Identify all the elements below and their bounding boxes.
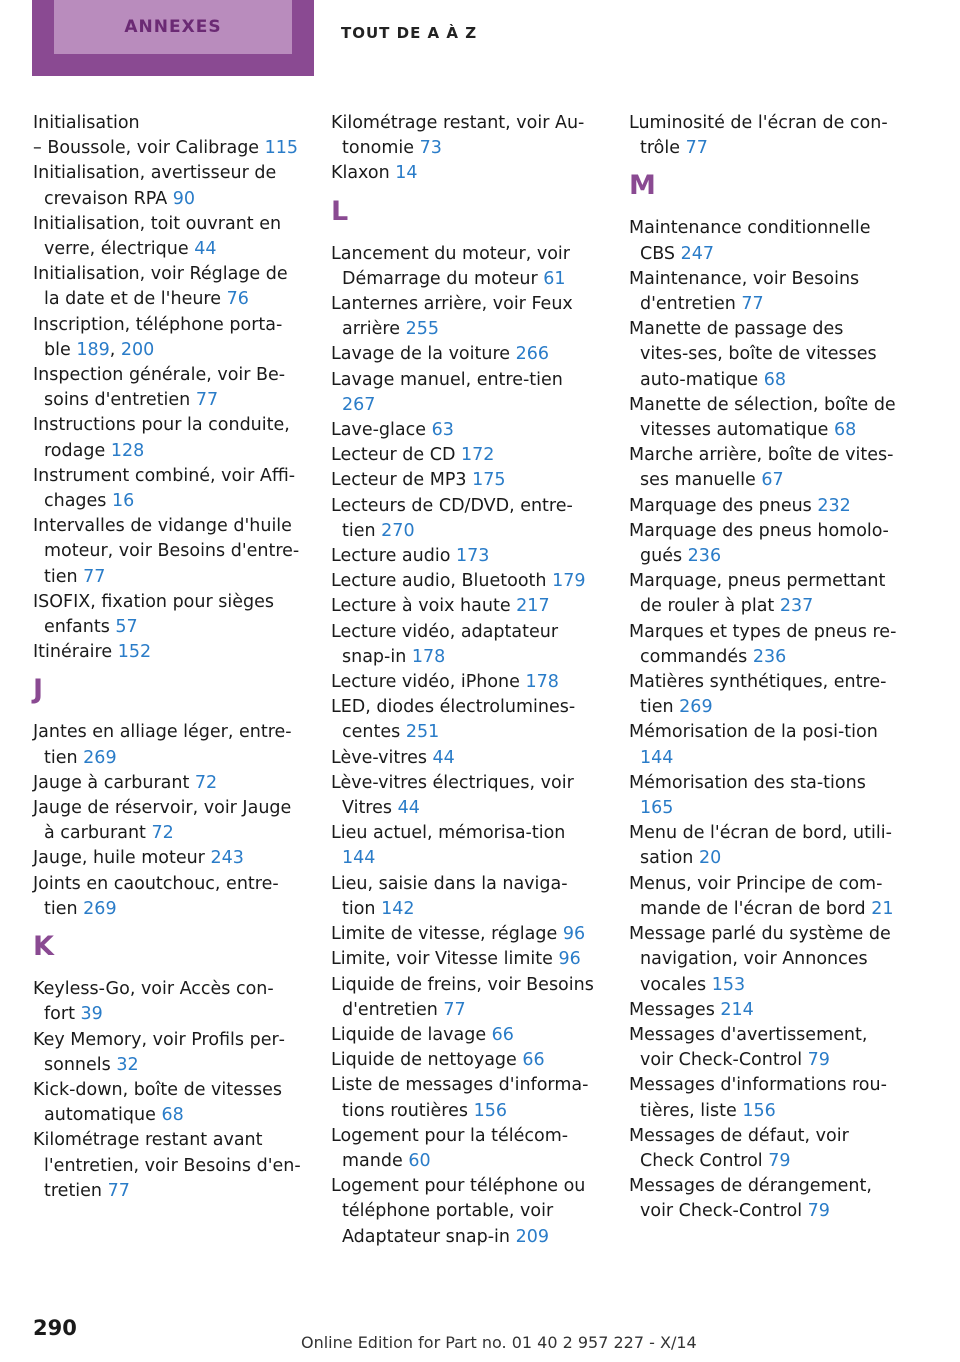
page-number: 290 [33,1316,77,1340]
index-entry [331,494,601,544]
index-entry [629,821,897,871]
page-ref-link[interactable]: 44 [194,239,217,260]
index-entry-text: Liquide de lavage [331,1024,487,1045]
index-entry [629,1174,897,1224]
page-ref-link[interactable]: 20 [698,848,722,869]
page-ref-link[interactable]: 115 [264,138,299,159]
page-ref-link[interactable]: 76 [226,289,249,310]
index-entry-text: Messages d'informations rou‐tières, liste [629,1075,887,1121]
index-entry [331,620,601,670]
index-entry [33,262,303,312]
index-entry-text: Initialisation, toit ouvrant en verre, électrique [33,213,282,260]
page-ref-link[interactable]: 21 [871,898,894,919]
page-ref-link[interactable]: 77 [443,999,466,1020]
index-entry [33,872,303,922]
page-ref-link[interactable]: 73 [419,138,442,159]
index-entry-text: Maintenance, voir Besoins d'entretien [629,268,860,315]
index-entry-text: Initialisation, avertisseur de crevaison RPA [33,163,277,209]
index-entry [33,212,303,262]
page-ref-link[interactable]: 232 [817,495,851,516]
page-ref-link[interactable]: 175 [472,470,506,491]
index-entry [331,368,601,418]
index-entry-text: Marquage des pneus homolo‐gués [629,520,889,567]
index-entry-text: Message parlé du système de navigation, voir Annonces vocales [629,924,891,995]
index-entry-text: Kick-down, boîte de vitesses automatique [33,1079,283,1126]
index-entry [331,242,601,292]
index-entry-text: Lecteur de CD [331,445,456,466]
index-entry [33,1128,303,1204]
page-ref-link[interactable]: 44 [397,798,420,819]
index-entry [331,973,601,1023]
index-entry-text: Messages [629,999,715,1020]
index-column-1 [33,111,303,1204]
index-entry [331,418,601,443]
index-entry-text: Lecteurs de CD/DVD, entre‐tien [331,495,573,541]
index-entry-text: Key Memory, voir Profils per‐sonnels [33,1029,285,1075]
index-entry [33,640,303,665]
index-entry-text: Kilométrage restant avant l'entretien, voir Besoins d'en‐tretien [33,1130,301,1201]
index-entry [331,771,601,821]
index-entry-text: Marquage, pneus permettant de rouler à plat [629,571,886,617]
index-entry-text: Lecture à voix haute [331,596,511,617]
page-ref-link[interactable]: 156 [473,1100,507,1121]
page-ref-link[interactable]: 236 [752,646,787,667]
page-ref-link[interactable]: 79 [807,1050,830,1071]
page-ref-link[interactable]: 269 [679,697,713,718]
index-entry [33,720,303,770]
page-ref-link[interactable]: 32 [116,1054,139,1075]
index-entry-text: Lève-vitres électriques, voir Vitres [331,772,574,819]
index-entry-text: Lavage manuel, entre‐tien [331,369,563,390]
index-entry-text: Joints en caoutchouc, entre‐tien [33,873,279,919]
index-entry [629,620,897,670]
index-entry [629,872,897,922]
index-entry [331,569,601,594]
page-ref-link[interactable]: 266 [515,344,550,365]
page-ref-link[interactable]: 60 [408,1150,431,1171]
index-entry-text: Maintenance conditionnelle CBS [629,218,871,264]
page-ref-link[interactable]: 39 [80,1004,103,1025]
index-entry [629,1124,897,1174]
section-title: TOUT DE A À Z [341,24,478,42]
index-entry-text: Jauge, huile moteur [33,848,205,869]
index-entry-text: Initialisation, voir Réglage de la date et de l'heure [33,264,288,310]
index-entry-text: Lancement du moteur, voir Démarrage du moteur [331,243,570,289]
index-column-3 [629,111,897,1225]
page-ref-link[interactable]: 165 [640,798,674,819]
page-ref-link[interactable]: 96 [562,924,586,945]
page-ref-link[interactable]: 142 [381,898,415,919]
index-entry [331,161,601,186]
page-ref-link[interactable]: 68 [763,369,787,390]
index-entry-text: – Boussole, voir Calibrage [33,138,260,159]
index-entry [331,947,601,972]
page-ref-link[interactable]: 269 [83,747,117,768]
index-letter-heading: L [331,195,349,227]
index-entry [629,519,897,569]
page-ref-link[interactable]: 152 [117,642,152,663]
footer-edition: Online Edition for Part no. 01 40 2 957 227 - X/14 [301,1333,697,1352]
page-ref-link[interactable]: 247 [680,243,715,264]
index-entry-text: Itinéraire [33,642,113,663]
index-entry-text: Intervalles de vidange d'huile moteur, voir Besoins d'entre‐tien [33,516,300,587]
index-entry [33,514,303,590]
page-ref-link[interactable]: 128 [110,440,145,461]
index-entry [629,670,897,720]
index-entry-text: LED, diodes électrolumines‐centes [331,697,576,743]
page-ref-link[interactable]: 156 [742,1100,776,1121]
index-entry [33,796,303,846]
index-entry-text: Inscription, téléphone porta‐ble [33,314,283,360]
page-ref-link[interactable]: 72 [151,823,174,844]
index-entry [331,443,601,468]
index-entry [331,695,601,745]
index-entry [629,393,897,443]
index-letter-heading: K [33,931,54,963]
index-entry [629,216,897,266]
page-ref-link[interactable]: 153 [711,974,746,995]
index-entry [331,821,601,871]
index-entry-text: Lieu, saisie dans la naviga‐tion [331,873,568,919]
index-entry [331,746,601,771]
index-entry [331,468,601,493]
page-ref-link[interactable]: 61 [543,268,566,289]
page-ref-link[interactable]: 251 [405,722,440,743]
index-entry [629,998,897,1023]
page-ref-link[interactable]: 96 [558,949,581,970]
index-entry [331,1023,601,1048]
page-ref-link[interactable]: 236 [687,546,722,567]
page-ref-link[interactable]: 44 [432,747,455,768]
index-entry [331,544,601,569]
index-entry-text: Initialisation [33,113,140,133]
page-ref-link[interactable]: 178 [411,646,446,667]
index-entry [331,1048,601,1073]
page-ref-link[interactable]: 72 [194,772,218,793]
index-entry-text: Marquage des pneus [629,495,812,516]
page-ref-link[interactable]: 237 [779,596,814,617]
page-ref-link[interactable]: 172 [461,445,495,466]
index-entry-text: Manette de passage des vites‐ses, boîte de vitesses auto‐matique [629,319,877,390]
page-ref-link[interactable]: 173 [456,546,490,567]
index-entry [331,1174,601,1250]
index-entry [629,1023,897,1073]
index-entry-text: Luminosité de l'écran de con‐trôle [629,113,888,159]
index-entry [331,111,601,161]
index-entry [33,846,303,871]
page-ref-link[interactable]: 79 [768,1150,791,1171]
index-entry-text: Inspection générale, voir Be‐soins d'entretien [33,365,286,411]
index-entry-text: Messages d'avertissement, voir Check-Control [629,1024,868,1071]
index-entry-text: Lecture audio, Bluetooth [331,571,547,592]
index-entry [33,1078,303,1128]
index-column-2 [331,111,601,1250]
index-letter-heading: M [629,170,656,202]
index-entry [629,771,897,821]
index-entry [33,111,303,136]
index-entry-text: Mémorisation des sta‐tions [629,772,866,793]
index-entry-text: Lecteur de MP3 [331,470,467,491]
index-entry: Inscription, téléphone porta‐ble 189, 200 [33,314,283,360]
index-entry [331,1073,601,1123]
index-entry [33,590,303,640]
index-entry-text: Manette de sélection, boîte de vitesses automatique [629,394,896,441]
index-entry-text: Liquide de freins, voir Besoins d'entretien [331,974,594,1020]
page-ref-link[interactable]: 68 [161,1105,184,1126]
index-entry-text: Jantes en alliage léger, entre‐tien [33,722,292,768]
index-entry [629,267,897,317]
index-entry-text: Lecture vidéo, adaptateur snap-in [331,621,559,667]
page-ref-link[interactable]: 68 [833,420,857,441]
index-entry-text: Marques et types de pneus re‐commandés [629,621,897,667]
index-entry-text: Klaxon [331,163,390,184]
page-ref-link[interactable]: 144 [640,747,674,768]
index-entry-text: Logement pour téléphone ou téléphone portable, voir Adaptateur snap-in [331,1176,586,1247]
chapter-tab [32,0,314,76]
index-entry [33,363,303,413]
index-entry-text: Lavage de la voiture [331,344,511,365]
page-ref-link[interactable]: 66 [491,1024,514,1045]
page-ref-link[interactable]: 67 [761,470,784,491]
index-entry-text: Jauge de réservoir, voir Jauge à carburant [33,798,292,844]
page-ref-link[interactable]: 77 [741,294,764,315]
index-entry-text: Marche arrière, boîte de vites‐ses manuelle [629,445,894,491]
index-entry [331,1124,601,1174]
index-entry-text: Liquide de nettoyage [331,1050,517,1071]
index-entry-text: Lève-vitres [331,747,427,768]
index-entry-text: Messages de défaut, voir Check Control [629,1125,849,1171]
index-entry-text: Messages de dérangement, voir Check-Control [629,1176,872,1222]
page-ref-link[interactable]: 178 [525,672,559,693]
index-entry-text: Kilométrage restant, voir Au‐tonomie [331,113,585,159]
page-ref-link[interactable]: 267 [342,394,376,415]
index-entry-text: Lecture vidéo, iPhone [331,672,520,693]
index-entry-text: Limite de vitesse, réglage [331,924,558,945]
index-entry [331,292,601,342]
page-ref-link[interactable]: 214 [720,999,754,1020]
index-entry-text: Mémorisation de la posi‐tion [629,722,878,743]
index-entry [33,136,303,161]
page-ref-link[interactable]: 200 [120,339,155,360]
index-entry [331,670,601,695]
index-entry [629,922,897,998]
page-ref-link[interactable]: 66 [522,1050,545,1071]
page-ref-link[interactable]: 255 [405,319,439,340]
index-entry [629,111,897,161]
index-entry-text: Jauge à carburant [33,772,190,793]
page-ref-link[interactable]: 79 [807,1201,830,1222]
index-entry-text: Keyless-Go, voir Accès con‐fort [33,979,274,1025]
index-entry [629,569,897,619]
page-ref-link[interactable]: 77 [107,1180,130,1201]
index-entry [629,494,897,519]
page-ref-link[interactable]: 57 [115,617,138,638]
index-entry [33,413,303,463]
page-ref-link[interactable]: 189 [76,339,110,360]
index-entry-text: Lieu actuel, mémorisa‐tion [331,823,566,844]
index-entry [33,464,303,514]
index-entry [629,1073,897,1123]
index-entry-text: Lecture audio [331,546,451,567]
index-letter-heading: J [33,674,44,706]
page-ref-link[interactable]: 77 [83,566,106,587]
index-entry [33,771,303,796]
chapter-tab-label-box [54,0,292,54]
page-ref-link[interactable]: 14 [395,163,418,184]
index-entry-text: Instrument combiné, voir Affi‐chages [33,465,296,512]
index-entry-text: Lave-glace [331,420,426,441]
index-entry [331,594,601,619]
index-entry-text: Logement pour la télécom‐mande [331,1125,569,1171]
page-ref-link[interactable]: 243 [210,848,244,869]
index-entry [331,872,601,922]
index-entry-text: Matières synthétiques, entre‐tien [629,672,887,718]
index-entry [629,317,897,393]
index-entry [331,922,601,947]
index-entry-text: Lanternes arrière, voir Feux arrière [331,294,573,340]
page-ref-link[interactable]: 209 [515,1226,549,1247]
chapter-tab-label: ANNEXES [124,17,222,37]
page-ref-link[interactable]: 179 [552,571,586,592]
index-entry [33,161,303,211]
page-ref-link[interactable]: 269 [83,898,117,919]
index-entry-text: Menus, voir Principe de com‐mande de l'écran de bord [629,873,883,919]
index-entry-text: Limite, voir Vitesse limite [331,949,553,970]
page-ref-link[interactable]: 63 [431,420,454,441]
page-ref-link[interactable]: 217 [516,596,550,617]
index-entry-text: ISOFIX, fixation pour sièges enfants [33,591,274,638]
index-entry [629,443,897,493]
page-ref-link[interactable]: 144 [342,848,376,869]
page-ref-link[interactable]: 90 [172,188,196,209]
index-entry-text: Liste de messages d'informa‐tions routières [331,1075,589,1121]
page-ref-link[interactable]: 16 [112,491,135,512]
index-entry-text: Instructions pour la conduite, rodage [33,415,290,461]
index-entry-text: Menu de l'écran de bord, utili‐sation [629,823,892,869]
page-ref-link[interactable]: 77 [195,390,219,411]
index-entry [33,977,303,1027]
page-ref-link[interactable]: 270 [381,520,415,541]
index-entry [629,720,897,770]
index-entry [33,1028,303,1078]
page-ref-link[interactable]: 77 [685,138,708,159]
index-entry [331,342,601,367]
